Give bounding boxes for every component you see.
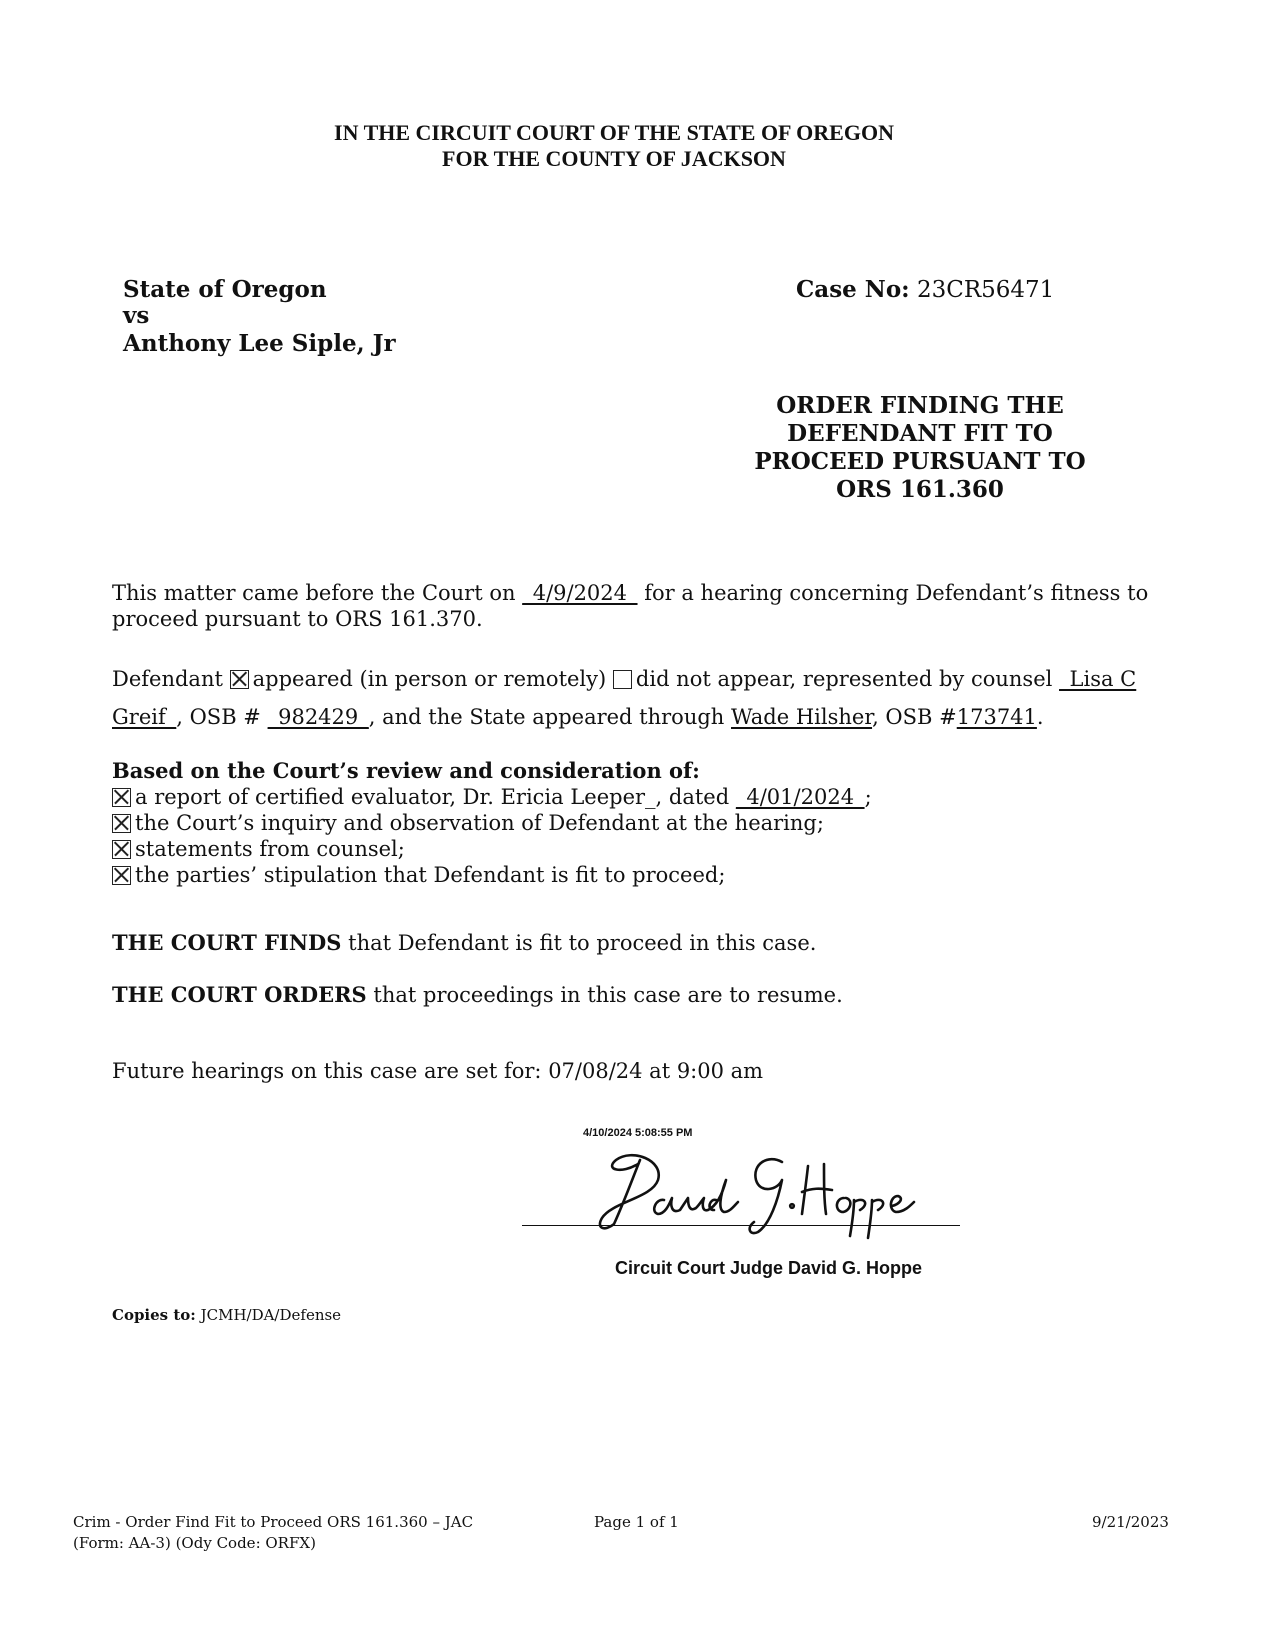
evaluation-date: _4/01/2024_ [735,785,865,809]
basis-item3-text: statements from counsel; [135,837,405,861]
future-hearings-value: 07/08/24 at 9:00 am [548,1059,764,1083]
judge-signature-image [592,1140,952,1250]
footer-form-line1: Crim - Order Find Fit to Proceed ORS 161.360 – JAC [73,1513,474,1531]
case-number-label: Case No: [796,276,910,303]
court-finds-text: that Defendant is fit to proceed in this case. [348,931,817,955]
plaintiff-name: State of Oregon [123,276,327,303]
footer-revision-date: 9/21/2023 [1092,1513,1169,1531]
copies-label: Copies to: [112,1306,196,1324]
basis-item2-checkbox[interactable] [112,814,131,833]
future-hearings [112,1058,1152,1084]
basis-item4-checkbox[interactable] [112,866,131,885]
state-osb-number: 173741 [956,705,1037,729]
order-title-line3: PROCEED PURSUANT TO [754,448,1086,475]
order-title-line4: ORS 161.360 [836,476,1004,503]
state-attorney-name: Wade Hilsher [731,705,873,729]
court-orders-label: THE COURT ORDERS [112,982,367,1007]
defense-osb-label: OSB # [189,705,261,729]
versus-label: vs [123,302,150,329]
basis-item2-text: the Court’s inquiry and observation of Defendant at the hearing; [135,811,824,835]
defense-osb-number: _982429_ [267,705,369,729]
basis-item1-end: ; [864,785,872,809]
signature-line [522,1225,960,1226]
basis-item4-text: the parties’ stipulation that Defendant is fit to proceed; [135,863,726,887]
hearing-paragraph [112,580,1152,632]
court-finds-paragraph [112,930,1152,956]
hearing-text-post: for a hearing concerning Defendant’s fitness to proceed pursuant to ORS 161.370. [112,581,1149,631]
order-title [730,392,1110,504]
basis-item1-checkbox[interactable] [112,788,131,807]
appeared-label: appeared (in person or remotely) [252,667,607,691]
footer-form-info [73,1512,473,1554]
defendant-name: Anthony Lee Siple, Jr [123,330,396,357]
defense-counsel-name-part2: Greif_ [112,705,177,729]
court-finds-label: THE COURT FINDS [112,930,342,955]
judge-title: Circuit Court Judge David G. Hoppe [615,1258,923,1278]
state-osb-label: OSB # [885,705,957,729]
hearing-text-pre: This matter came before the Court on [112,581,516,605]
basis-item-counsel-statements [112,836,1152,862]
footer-form-line2: (Form: AA-3) (Ody Code: ORFX) [73,1534,316,1552]
state-appearance-text: and the State appeared through [382,705,725,729]
case-number-block [796,276,1054,303]
court-header-line1: IN THE CIRCUIT COURT OF THE STATE OF OREGON [334,120,894,145]
order-title-line1: ORDER FINDING THE [776,392,1064,419]
copies-recipients: JCMH/DA/Defense [200,1306,342,1324]
defense-counsel-name-part1: _Lisa C [1059,667,1137,691]
did-not-appear-checkbox[interactable] [613,670,632,689]
order-title-line2: DEFENDANT FIT TO [787,420,1053,447]
basis-heading: Based on the Court’s review and consideration of: [112,758,700,783]
copies-to [112,1306,341,1324]
appearance-paragraph: Defendant appeared (in person or remotely) did not appear, represented by counsel _Lisa C Greif_, OSB # _982429_, and the State appeared through Wade Hilsher, OSB #173741. [112,667,1137,729]
court-orders-text: that proceedings in this case are to resume. [373,983,843,1007]
basis-item-court-inquiry [112,810,1152,836]
basis-item1-text: a report of certified evaluator, Dr. Ericia Leeper_, dated [135,785,730,809]
did-not-appear-label: did not appear, represented by counsel [635,667,1053,691]
defendant-word: Defendant [112,667,223,691]
appeared-checkbox[interactable] [230,670,249,689]
hearing-date: _4/9/2024_ [522,581,638,605]
case-number-value: 23CR56471 [916,277,1055,303]
future-hearings-label: Future hearings on this case are set for: [112,1059,542,1083]
basis-item3-checkbox[interactable] [112,840,131,859]
basis-section [112,758,1152,888]
court-header [0,120,1228,172]
signature-timestamp: 4/10/2024 5:08:55 PM [583,1127,693,1139]
footer-page-number: Page 1 of 1 [594,1513,679,1531]
court-orders-paragraph [112,982,1152,1008]
basis-item-evaluator-report [112,784,1152,810]
basis-item-stipulation [112,862,1152,888]
court-header-line2: FOR THE COUNTY OF JACKSON [442,146,786,171]
